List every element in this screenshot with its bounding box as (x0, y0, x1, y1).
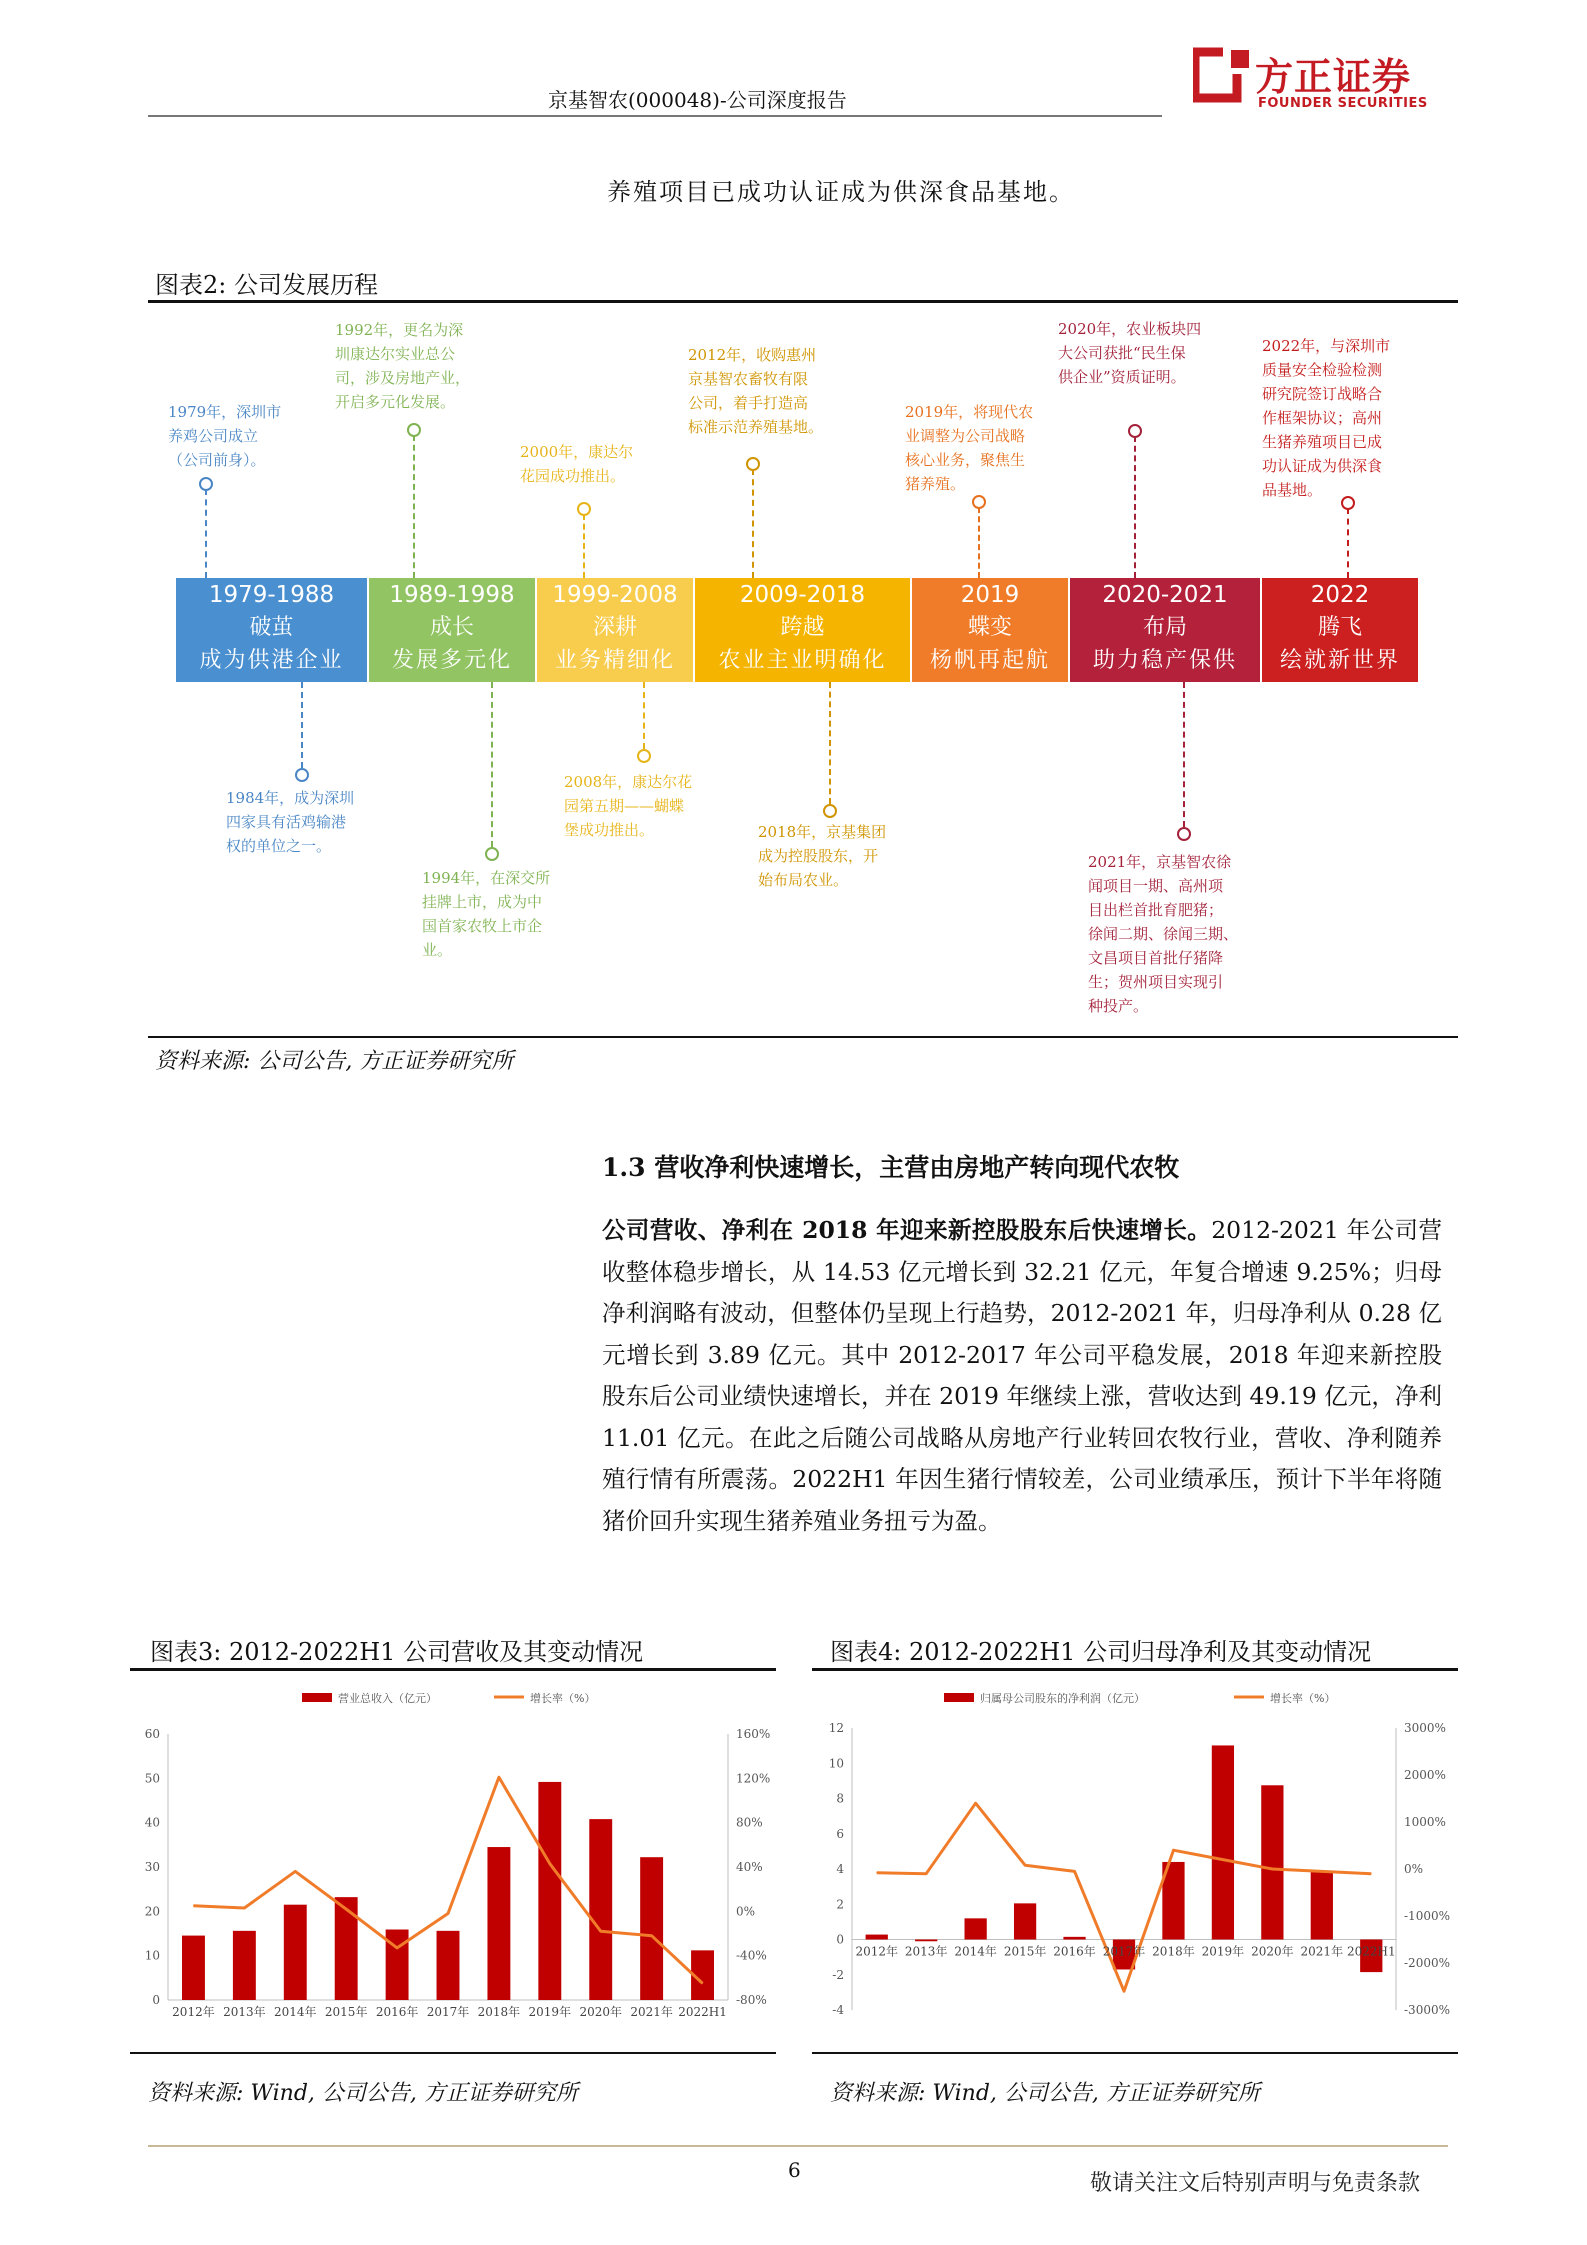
timeline-segment (912, 578, 1068, 682)
paragraph-body: 2012-2021 年公司营收整体稳步增长，从 14.53 亿元增长到 32.21 亿元，年复合增速 9.25%；归母净利润略有波动，但整体仍呈现上行趋势，2012-2021 年，归母净利从 0.28 亿元增长到 3.89 亿元。其中 2012-2017 年公司平稳发展，2018 年迎来新控股股东后公司业绩快速增长，并在 2019 年继续上涨，营收达到 49.19 亿元，净利 11.01 亿元。在此之后随公司战略从房地产行业转回农牧行业，营收、净利随养殖行情有所震荡。2022H1 年因生猪行情较差，公司业绩承压，预计下半年将随猪价回升实现生猪养殖业务扭亏为盈。 (602, 1216, 1442, 1535)
event-text-line: 京基智农畜牧有限 (688, 370, 809, 388)
event-connector (301, 682, 303, 768)
timeline-event-top (168, 400, 281, 472)
left-tick-label: 2 (836, 1897, 844, 1912)
event-marker-icon (746, 457, 760, 471)
timeline-event-top (1058, 317, 1201, 389)
left-tick-label: 60 (144, 1727, 160, 1741)
segment-phase: 跨越 (780, 615, 825, 640)
growth-rate-point (702, 1983, 703, 1984)
timeline-event-bottom (564, 770, 692, 842)
event-connector (643, 682, 645, 749)
left-tick-label: 10 (144, 1948, 160, 1963)
timeline-event-bottom (226, 786, 354, 858)
bar (965, 1918, 987, 1939)
event-text-line: 2019年，将现代农 (905, 403, 1034, 421)
category-label: 2022H1 (1346, 1944, 1396, 1959)
event-connector (205, 489, 207, 578)
event-text-line: 闻项目一期、高州项 (1088, 877, 1224, 895)
category-label: 2018年 (477, 2005, 521, 2018)
growth-rate-point (975, 1803, 976, 1804)
timeline-event-bottom (1088, 850, 1238, 1018)
figure4-caption: 图表4: 2012-2022H1 公司归母净利及其变动情况 (830, 1638, 1372, 1666)
left-tick-label: -2 (832, 1967, 844, 1982)
event-text-line: 徐闻二期、徐闻三期、 (1088, 925, 1239, 943)
event-marker-icon (1177, 827, 1191, 841)
segment-description: 农业主业明确化 (718, 648, 887, 673)
growth-rate-point (193, 1905, 194, 1906)
event-text-line: 作框架协议；高州 (1262, 409, 1383, 427)
growth-rate-point (397, 1947, 398, 1948)
segment-description: 业务精细化 (554, 648, 675, 673)
event-text-line: 标准示范养殖基地。 (688, 418, 824, 436)
segment-phase: 布局 (1142, 615, 1187, 640)
category-label: 2012年 (172, 2005, 215, 2018)
event-text-line: 2021年，京基智农徐 (1088, 853, 1232, 871)
event-text-line: 2008年，康达尔花 (564, 773, 693, 791)
right-tick-label: -80% (736, 1993, 767, 2007)
category-label: 2014年 (954, 1944, 997, 1959)
growth-rate-point (651, 1935, 652, 1936)
founder-logo-icon (1193, 46, 1251, 104)
event-text-line: 四家具有活鸡输港 (226, 813, 347, 831)
event-connector (1134, 436, 1136, 578)
bar (233, 1931, 256, 2000)
growth-rate-point (1222, 1859, 1223, 1860)
bar (284, 1905, 307, 2000)
segment-description: 杨帆再起航 (929, 648, 1050, 673)
segment-years: 1979-1988 (208, 582, 335, 608)
event-text-line: 猪养殖。 (905, 475, 966, 493)
page-number: 6 (788, 2158, 801, 2182)
timeline-event-top (905, 400, 1033, 496)
event-text-line: 大公司获批“民生保 (1058, 344, 1186, 362)
category-label: 2012年 (855, 1944, 899, 1959)
event-connector (978, 507, 980, 578)
logo-english-name: FOUNDER SECURITIES (1258, 96, 1428, 111)
net-profit-chart (812, 1672, 1458, 2018)
category-label: 2021年 (1300, 1944, 1344, 1959)
category-label: 2020年 (579, 2005, 623, 2018)
event-text-line: 供企业”资质证明。 (1058, 368, 1186, 386)
growth-rate-point (1371, 1873, 1372, 1874)
event-text-line: 2012年，收购惠州 (688, 346, 817, 364)
bar (182, 1936, 205, 2000)
segment-years: 2019 (960, 582, 1020, 608)
figure2-caption: 图表2: 公司发展历程 (155, 271, 378, 299)
event-text-line: 质量安全检验检测 (1262, 361, 1383, 379)
timeline-segment (369, 578, 535, 682)
event-text-line: （公司前身）。 (168, 451, 266, 469)
right-tick-label: 160% (736, 1727, 771, 1741)
lead-text: 养殖项目已成功认证成为供深食品基地。 (607, 178, 1075, 206)
category-label: 2013年 (904, 1944, 948, 1959)
right-tick-label: -1000% (1404, 1909, 1450, 1923)
event-marker-icon (1128, 424, 1142, 438)
timeline-segment (1262, 578, 1418, 682)
left-tick-label: 4 (836, 1862, 844, 1876)
category-label: 2014年 (273, 2005, 317, 2018)
timeline-segment (537, 578, 693, 682)
segment-years: 2020-2021 (1102, 582, 1228, 608)
left-tick-label: 0 (836, 1932, 844, 1947)
right-tick-label: 3000% (1404, 1721, 1446, 1735)
segment-years: 1999-2008 (552, 582, 678, 608)
event-text-line: 国首家农牧上市企 (422, 917, 543, 935)
category-label: 2020年 (1251, 1944, 1294, 1959)
event-text-line: 业。 (422, 941, 453, 959)
category-label: 2017年 (426, 2005, 470, 2018)
category-label: 2021年 (630, 2005, 673, 2018)
right-tick-label: -3000% (1404, 2003, 1450, 2017)
segment-phase: 成长 (429, 615, 474, 640)
category-label: 2016年 (375, 2005, 419, 2018)
right-tick-label: 1000% (1404, 1815, 1446, 1829)
segment-description: 绘就新世界 (1279, 648, 1400, 673)
event-text-line: 核心业务，聚焦生 (905, 451, 1026, 469)
event-text-line: 1984年，成为深圳 (226, 789, 355, 807)
growth-rate-point (346, 1909, 347, 1910)
right-tick-label: 0% (1404, 1862, 1424, 1876)
left-tick-label: 8 (836, 1791, 844, 1806)
growth-rate-point (1074, 1871, 1075, 1872)
event-text-line: 权的单位之一。 (226, 837, 332, 855)
event-text-line: 始布局农业。 (758, 871, 849, 889)
category-label: 2016年 (1053, 1944, 1096, 1959)
event-connector (752, 469, 754, 578)
legend-line-label: 增长率（%） (1270, 1692, 1336, 1705)
event-connector (1347, 508, 1349, 578)
figure2-bottom-rule (148, 1036, 1458, 1038)
figure3-top-rule (130, 1668, 776, 1671)
segment-phase: 破茧 (249, 615, 294, 640)
bar (487, 1847, 510, 2000)
right-tick-label: 80% (736, 1815, 763, 1830)
bar (640, 1857, 663, 2000)
figure2-top-rule (148, 300, 1458, 303)
revenue-chart (130, 1672, 776, 2018)
section-paragraph (602, 1210, 1442, 1542)
growth-rate-point (1025, 1865, 1026, 1866)
disclaimer-link[interactable]: 敬请关注文后特别声明与免责条款 (1090, 2171, 1421, 2196)
event-text-line: 1979年，深圳市 (168, 403, 282, 421)
growth-rate-point (448, 1913, 449, 1914)
logo-chinese-name: 方正证券 (1255, 55, 1412, 99)
event-text-line: 养鸡公司成立 (168, 427, 259, 445)
event-marker-icon (295, 768, 309, 782)
event-marker-icon (823, 804, 837, 818)
bar (589, 1819, 612, 2000)
right-tick-label: 40% (736, 1860, 763, 1874)
segment-phase: 深耕 (592, 615, 637, 640)
timeline-segment (695, 578, 910, 682)
growth-rate-point (876, 1872, 877, 1873)
category-label: 2022H1 (678, 2005, 727, 2018)
legend-line-label: 增长率（%） (530, 1692, 596, 1705)
segment-description: 发展多元化 (391, 648, 512, 673)
segment-phase: 蝶变 (967, 615, 1012, 640)
bar (1063, 1937, 1085, 1940)
event-text-line: 2000年，康达尔 (520, 443, 634, 461)
category-label: 2015年 (324, 2005, 368, 2018)
growth-rate-point (600, 1931, 601, 1932)
event-text-line: 堡成功推出。 (564, 821, 655, 839)
timeline-event-top (1262, 334, 1390, 502)
growth-rate-point (295, 1871, 296, 1872)
growth-rate-point (498, 1777, 499, 1778)
left-tick-label: 20 (144, 1904, 160, 1919)
timeline-event-bottom (422, 866, 550, 962)
event-text-line: 开启多元化发展。 (335, 393, 456, 411)
paragraph-lead-bold: 公司营收、净利在 2018 年迎来新控股股东后快速增长。 (602, 1216, 1212, 1244)
timeline-event-bottom (758, 820, 886, 892)
event-marker-icon (972, 495, 986, 509)
event-text-line: 挂牌上市，成为中 (422, 893, 543, 911)
legend-bar-label: 营业总收入（亿元） (338, 1692, 437, 1705)
left-tick-label: 0 (152, 1993, 160, 2007)
segment-phase: 腾飞 (1317, 615, 1362, 640)
left-tick-label: 6 (836, 1826, 844, 1841)
section-heading: 1.3 营收净利快速增长，主营由房地产转向现代农牧 (602, 1153, 1180, 1182)
event-text-line: 成为控股股东，开 (758, 847, 879, 865)
left-tick-label: 12 (828, 1721, 844, 1735)
event-text-line: 目出栏首批育肥猪； (1088, 901, 1224, 919)
footer-divider (148, 2145, 1448, 2147)
bar (538, 1782, 561, 2000)
category-label: 2015年 (1003, 1944, 1047, 1959)
event-marker-icon (637, 749, 651, 763)
category-label: 2013年 (223, 2005, 266, 2018)
bar (437, 1931, 460, 2000)
segment-years: 2009-2018 (739, 582, 866, 608)
right-tick-label: -2000% (1404, 1956, 1450, 1970)
event-marker-icon (577, 502, 591, 516)
event-connector (491, 682, 493, 847)
report-title: 京基智农(000048)-公司深度报告 (548, 88, 847, 112)
event-text-line: 1994年，在深交所 (422, 869, 551, 887)
figure3-source: 资料来源: Wind, 公司公告, 方正证券研究所 (148, 2081, 578, 2106)
event-text-line: 2018年，京基集团 (758, 823, 887, 841)
left-tick-label: -4 (832, 2003, 844, 2017)
event-connector (583, 514, 585, 578)
event-marker-icon (199, 477, 213, 491)
timeline-event-top (688, 343, 823, 439)
timeline-segment (1070, 578, 1260, 682)
growth-rate-point (244, 1908, 245, 1909)
event-marker-icon (485, 847, 499, 861)
growth-rate-point (1272, 1869, 1273, 1870)
event-connector (829, 682, 831, 804)
growth-rate-point (549, 1863, 550, 1864)
event-text-line: 2022年，与深圳市 (1262, 337, 1391, 355)
figure3-bottom-rule (130, 2052, 776, 2054)
event-text-line: 1992年，更名为深 (335, 321, 464, 339)
segment-years: 1989-1998 (389, 582, 515, 608)
timeline-event-top (520, 440, 633, 488)
category-label: 2017年 (1102, 1944, 1146, 1959)
segment-description: 成为供港企业 (199, 648, 344, 673)
segment-years: 2022 (1310, 582, 1370, 608)
growth-rate-point (1321, 1871, 1322, 1872)
event-text-line: 司，涉及房地产业， (335, 369, 471, 387)
event-text-line: 研究院签订战略合 (1262, 385, 1383, 403)
figure4-bottom-rule (812, 2052, 1458, 2054)
event-connector (1183, 682, 1185, 827)
right-tick-label: 0% (736, 1904, 756, 1919)
growth-rate-point (1124, 1991, 1125, 1992)
right-tick-label: 2000% (1404, 1768, 1446, 1782)
figure3-caption: 图表3: 2012-2022H1 公司营收及其变动情况 (150, 1638, 644, 1666)
bar (1014, 1903, 1036, 1939)
left-tick-label: 50 (144, 1771, 160, 1786)
bar (1311, 1871, 1333, 1940)
figure2-source: 资料来源: 公司公告, 方正证券研究所 (155, 1049, 514, 1074)
right-tick-label: -40% (736, 1948, 767, 1963)
timeline-segment (176, 578, 367, 682)
header-divider (148, 115, 1162, 117)
legend-bar-swatch (944, 1693, 974, 1702)
figure4-top-rule (812, 1668, 1458, 1671)
bar (1261, 1785, 1283, 1939)
event-text-line: 功认证成为供深食 (1262, 457, 1383, 475)
legend-bar-label: 归属母公司股东的净利润（亿元） (980, 1692, 1145, 1705)
category-label: 2019年 (1201, 1944, 1245, 1959)
bar (866, 1935, 888, 1940)
legend-bar-swatch (302, 1693, 332, 1702)
event-text-line: 品基地。 (1262, 481, 1323, 499)
left-tick-label: 10 (828, 1756, 844, 1771)
category-label: 2019年 (528, 2005, 572, 2018)
event-text-line: 公司，着手打造高 (688, 394, 809, 412)
figure4-source: 资料来源: Wind, 公司公告, 方正证券研究所 (830, 2081, 1260, 2106)
growth-rate-point (1173, 1850, 1174, 1851)
timeline-event-top (335, 318, 470, 414)
event-text-line: 文昌项目首批仔猪降 (1088, 949, 1224, 967)
event-text-line: 圳康达尔实业总公 (335, 345, 456, 363)
segment-description: 助力稳产保供 (1092, 648, 1237, 673)
event-text-line: 2020年，农业板块四 (1058, 320, 1202, 338)
left-tick-label: 40 (144, 1815, 160, 1830)
category-label: 2018年 (1152, 1944, 1195, 1959)
right-tick-label: 120% (736, 1771, 771, 1786)
event-connector (413, 435, 415, 578)
bar (1212, 1745, 1234, 1939)
event-text-line: 园第五期——蝴蝶 (564, 797, 685, 815)
growth-rate-point (926, 1873, 927, 1874)
event-text-line: 种投产。 (1088, 997, 1149, 1015)
event-text-line: 花园成功推出。 (520, 467, 626, 485)
event-marker-icon (407, 423, 421, 437)
bar (335, 1897, 358, 2000)
event-text-line: 生；贺州项目实现引 (1088, 973, 1224, 991)
event-text-line: 业调整为公司战略 (905, 427, 1026, 445)
event-text-line: 生猪养殖项目已成 (1262, 433, 1383, 451)
bar (915, 1940, 937, 1942)
left-tick-label: 30 (144, 1860, 160, 1874)
